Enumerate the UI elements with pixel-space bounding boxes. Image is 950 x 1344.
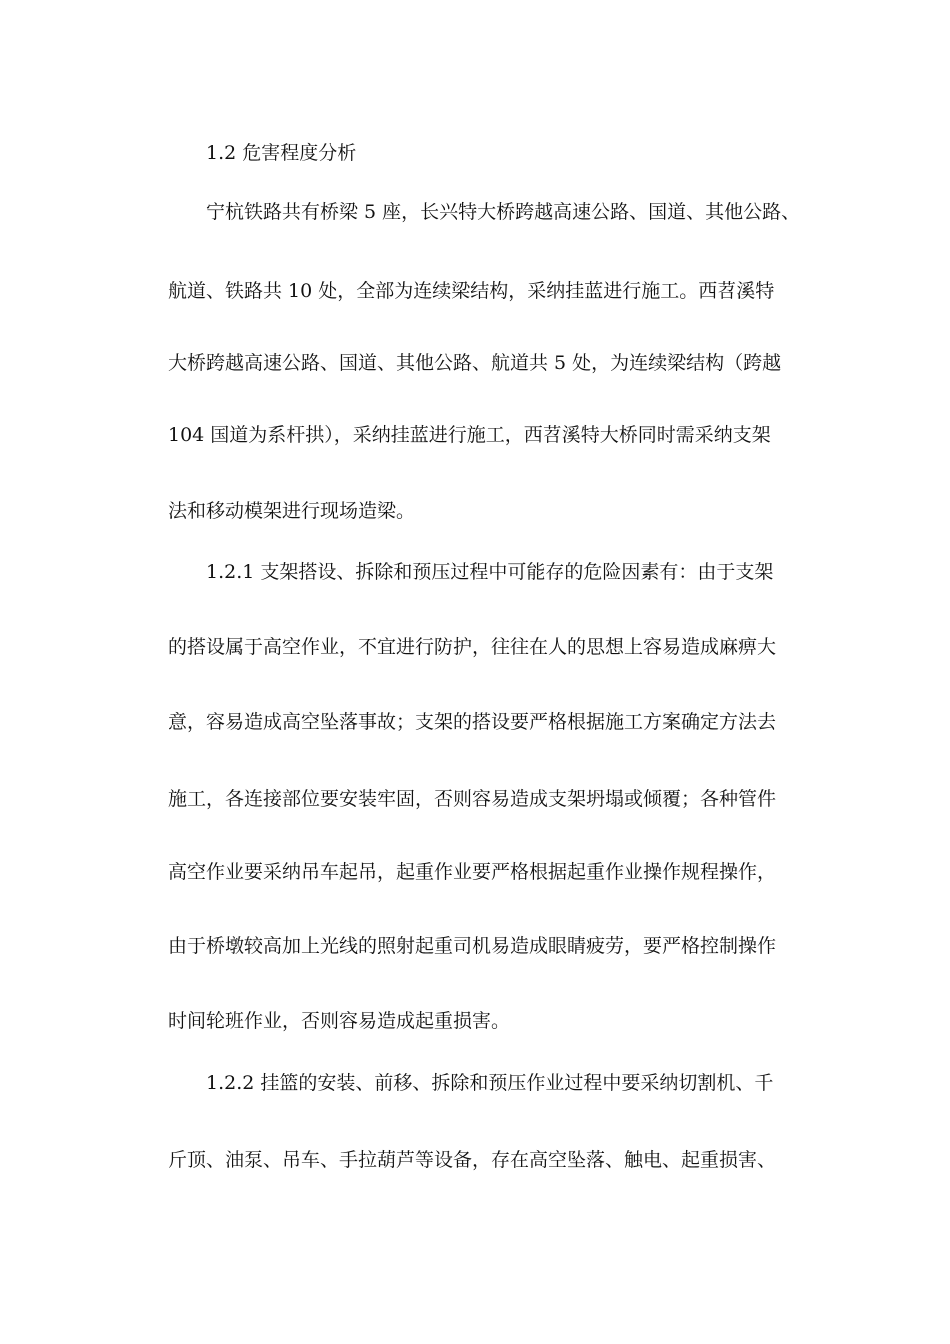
paragraph-line: 施工，各连接部位要安装牢固，否则容易造成支架坍塌或倾覆；各种管件 (168, 788, 777, 810)
paragraph-line: 104 国道为系杆拱），采纳挂蓝进行施工，西苕溪特大桥同时需采纳支架 (168, 424, 771, 446)
paragraph-line: 时间轮班作业，否则容易造成起重损害。 (168, 1010, 511, 1032)
paragraph-line: 1.2.1 支架搭设、拆除和预压过程中可能存的危险因素有：由于支架 (206, 561, 774, 583)
paragraph-line: 高空作业要采纳吊车起吊，起重作业要严格根据起重作业操作规程操作， (168, 861, 777, 883)
paragraph-line: 由于桥墩较高加上光线的照射起重司机易造成眼睛疲劳，要严格控制操作 (168, 935, 777, 957)
paragraph-line: 1.2.2 挂篮的安装、前移、拆除和预压作业过程中要采纳切割机、千 (206, 1072, 774, 1094)
paragraph-line: 意，容易造成高空坠落事故；支架的搭设要严格根据施工方案确定方法去 (168, 711, 777, 733)
section-heading: 1.2 危害程度分析 (206, 142, 357, 164)
paragraph-line: 斤顶、油泵、吊车、手拉葫芦等设备，存在高空坠落、触电、起重损害、 (168, 1149, 777, 1171)
paragraph-line: 法和移动模架进行现场造梁。 (168, 500, 416, 522)
paragraph-line: 的搭设属于高空作业，不宜进行防护，往往在人的思想上容易造成麻痹大 (168, 636, 777, 658)
paragraph-line: 大桥跨越高速公路、国道、其他公路、航道共 5 处，为连续梁结构（跨越 (168, 352, 782, 374)
paragraph-line: 航道、铁路共 10 处，全部为连续梁结构，采纳挂蓝进行施工。西苕溪特 (168, 280, 775, 302)
paragraph-line: 宁杭铁路共有桥梁 5 座，长兴特大桥跨越高速公路、国道、其他公路、 (206, 201, 801, 223)
